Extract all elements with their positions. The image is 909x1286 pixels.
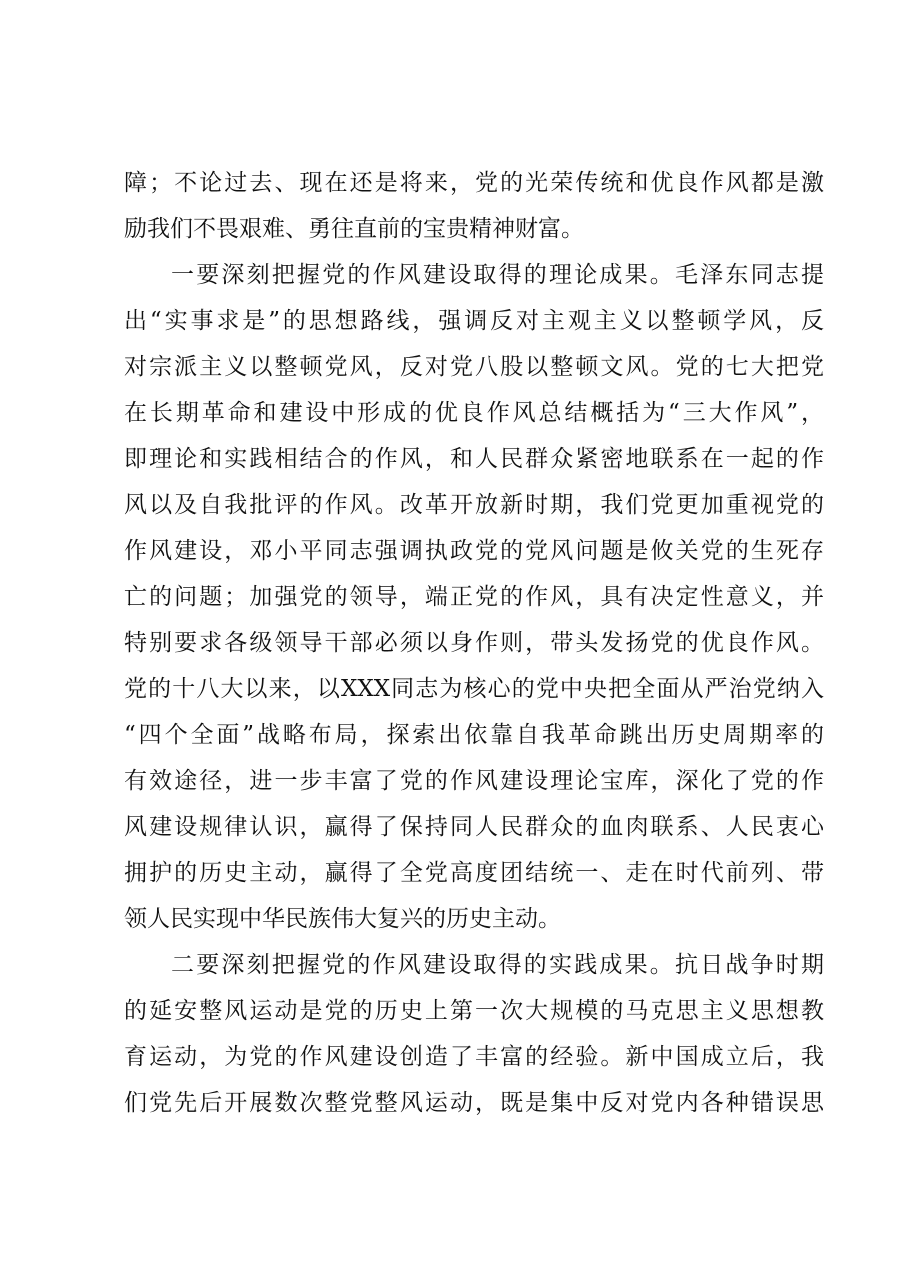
text-line: 特别要求各级领导干部必须以身作则，带头发扬党的优良作风。 (124, 630, 824, 656)
text-line: 风以及自我批评的作风。改革开放新时期，我们党更加重视党的 (124, 492, 824, 518)
text-line: 的延安整风运动是党的历史上第一次大规模的马克思主义思想教 (124, 998, 824, 1024)
text-line: 们党先后开展数次整党整风运动，既是集中反对党内各种错误思 (124, 1090, 824, 1116)
text-line: 拥护的历史主动，赢得了全党高度团结统一、走在时代前列、带 (124, 860, 824, 886)
text-line: 二要深刻把握党的作风建设取得的实践成果。抗日战争时期 (171, 952, 824, 978)
text-line: 即理论和实践相结合的作风，和人民群众紧密地联系在一起的作 (124, 446, 824, 472)
text-line: 育运动，为党的作风建设创造了丰富的经验。新中国成立后，我 (124, 1044, 824, 1070)
text-line: “四个全面”战略布局，探索出依靠自我革命跳出历史周期率的 (124, 722, 824, 748)
text-line: 作风建设，邓小平同志强调执政党的党风问题是攸关党的生死存 (124, 538, 824, 564)
text-line: 在长期革命和建设中形成的优良作风总结概括为“三大作风”， (124, 400, 824, 426)
body-text (124, 160, 824, 1126)
text-line: 亡的问题；加强党的领导，端正党的作风，具有决定性意义，并 (124, 584, 824, 610)
text-line: 出“实事求是”的思想路线，强调反对主观主义以整顿学风，反 (124, 308, 824, 334)
text-line: 党的十八大以来，以XXX同志为核心的党中央把全面从严治党纳入 (124, 676, 824, 702)
text-line: 对宗派主义以整顿党风，反对党八股以整顿文风。党的七大把党 (124, 354, 824, 380)
text-line: 有效途径，进一步丰富了党的作风建设理论宝库，深化了党的作 (124, 768, 824, 794)
text-line: 励我们不畏艰难、勇往直前的宝贵精神财富。 (124, 216, 584, 242)
text-line: 领人民实现中华民族伟大复兴的历史主动。 (124, 906, 561, 932)
text-line: 障；不论过去、现在还是将来，党的光荣传统和优良作风都是激 (124, 170, 824, 196)
text-line: 风建设规律认识，赢得了保持同人民群众的血肉联系、人民衷心 (124, 814, 824, 840)
text-line: 一要深刻把握党的作风建设取得的理论成果。毛泽东同志提 (171, 262, 824, 288)
